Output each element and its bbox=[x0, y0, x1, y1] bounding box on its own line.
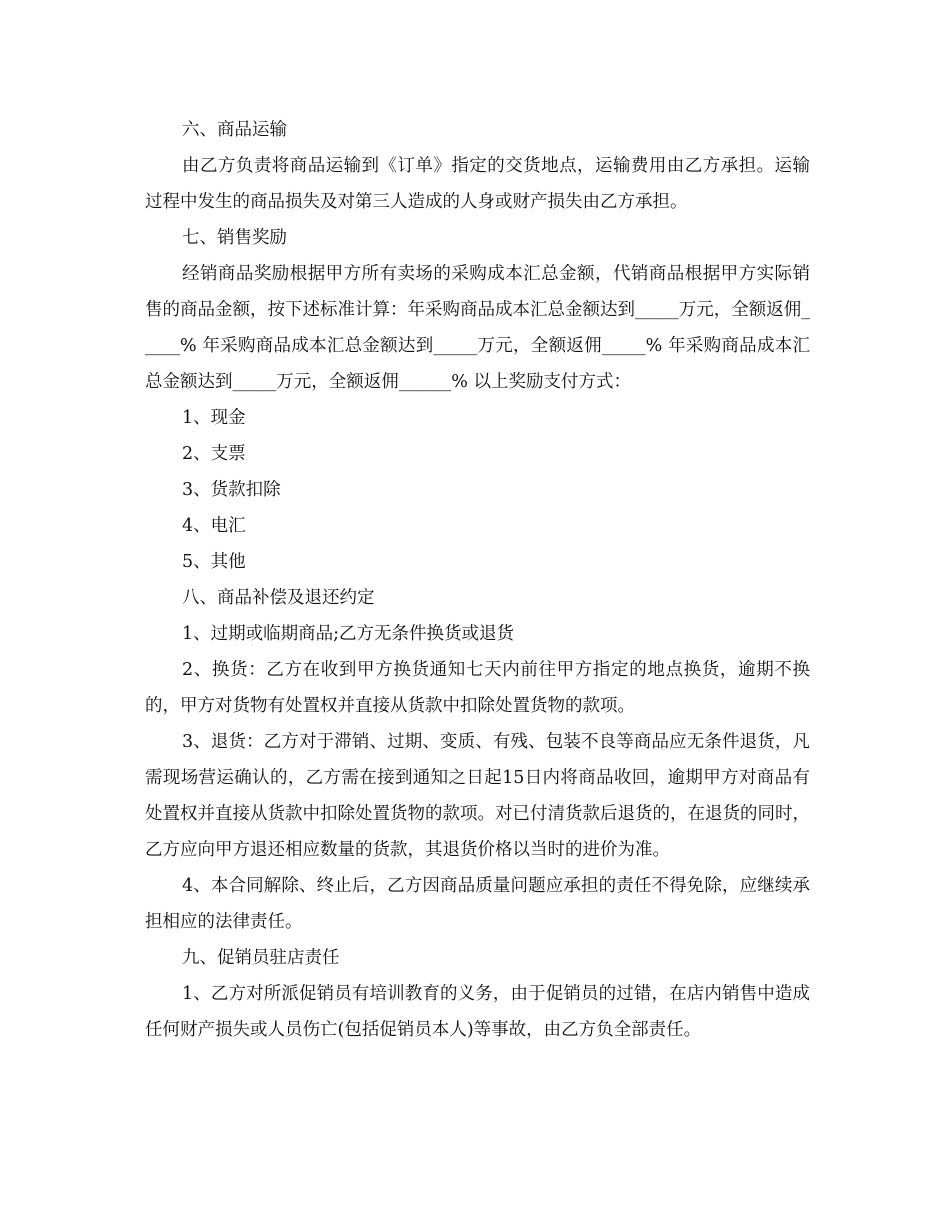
payment-method-item: 2、支票 bbox=[182, 444, 246, 464]
section-heading-promoter: 九、促销员驻店责任 bbox=[182, 948, 340, 968]
compensation-clause-liability: 4、本合同解除、终止后，乙方因商品质量问题应承担的责任不得免除，应继续承担相应的法律责任。 bbox=[145, 876, 810, 932]
section-heading-sales-reward: 七、销售奖励 bbox=[182, 228, 287, 248]
transport-paragraph: 由乙方负责将商品运输到《订单》指定的交货地点，运输费用由乙方承担。运输过程中发生的商品损失及对第三人造成的人身或财产损失由乙方承担。 bbox=[145, 156, 810, 212]
payment-method-item: 4、电汇 bbox=[182, 516, 246, 536]
section-heading-compensation: 八、商品补偿及退还约定 bbox=[182, 588, 375, 608]
compensation-clause-expired: 1、过期或临期商品;乙方无条件换货或退货 bbox=[182, 624, 515, 644]
payment-method-item: 1、现金 bbox=[182, 408, 246, 428]
payment-method-item: 3、货款扣除 bbox=[182, 480, 281, 500]
compensation-clause-exchange: 2、换货：乙方在收到甲方换货通知七天内前往甲方指定的地点换货，逾期不换的，甲方对货物有处置权并直接从货款中扣除处置货物的款项。 bbox=[145, 660, 810, 716]
promoter-clause-training: 1、乙方对所派促销员有培训教育的义务，由于促销员的过错，在店内销售中造成任何财产损失或人员伤亡(包括促销员本人)等事故，由乙方负全部责任。 bbox=[145, 984, 810, 1040]
payment-method-item: 5、其他 bbox=[182, 552, 246, 572]
compensation-clause-return: 3、退货：乙方对于滞销、过期、变质、有残、包装不良等商品应无条件退货，凡需现场营运确认的，乙方需在接到通知之日起15日内将商品收回，逾期甲方对商品有处置权并直接从货款中扣除处置货物的款项。对已付清货款后退货的，在退货的同时，乙方应向甲方退还相应数量的货款，其退货价格以当时的进价为准。 bbox=[145, 732, 810, 860]
sales-reward-paragraph: 经销商品奖励根据甲方所有卖场的采购成本汇总金额，代销商品根据甲方实际销售的商品金额，按下述标准计算：年采购商品成本汇总金额达到_____万元，全额返佣_____% 年采购商品成本汇总金额达到_____万元，全额返佣_____% 年采购商品成本汇总金额达到_____万元，全额返佣______% 以上奖励支付方式： bbox=[145, 264, 810, 392]
document-body bbox=[145, 112, 810, 1048]
section-heading-transport: 六、商品运输 bbox=[182, 120, 287, 140]
